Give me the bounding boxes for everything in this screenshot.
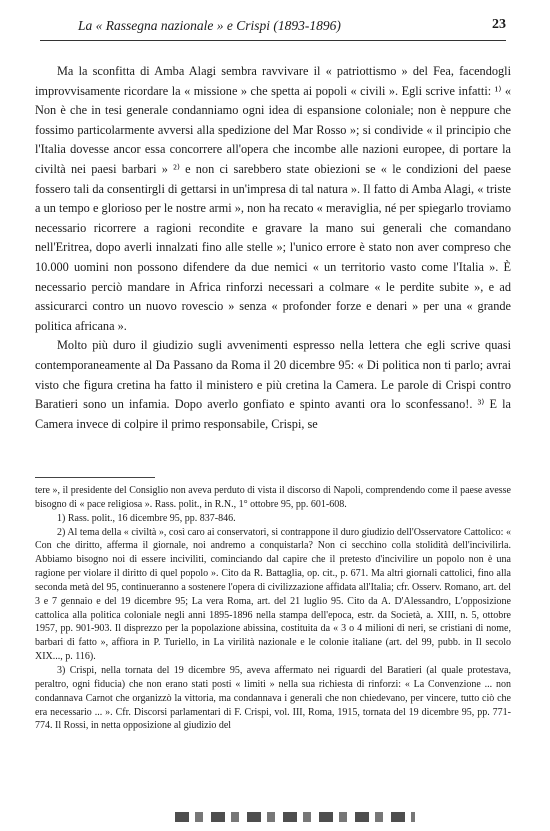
main-text — [35, 62, 511, 434]
cut-off-text-fragment — [175, 812, 415, 822]
footnote: 1) Rass. polit., 16 dicembre 95, pp. 837-846. — [57, 512, 236, 524]
running-header — [40, 14, 506, 41]
footnote: 2) Al tema della « civiltà », così caro ai conservatori, si contrappone il duro giudizio dell'Osservatore Cattolico: « Con che diritto, afferma il giornale, noi andremo a conquistarla? Non ci secchino colla stolidità dell'incivilirla. Abbiamo bisogno noi di essere inciviliti, cominciando dal capire che il pretesto d'incivilire un popolo non è una ragione per violare il diritto di quel popolo ». Cito da R. Battaglia, op. cit., p. 671. Ma altri giornali cattolici, fino alla seconda metà del 95, continueranno a sostenere l'opera di civilizzazione affidata all'Italia; cfr. Osserv. Romano, art. del 3 e 7 gennaio e del 19 dicembre 95; La vera Roma, art. del 21 luglio 95. Cito da A. D'Alessandro, L'opposizione cattolica alla politica coloniale negli anni 1895-1896 nella stampa dell'epoca, estr. da Società, a. XIII, n. 5, ottobre 1957, pp. 901-903. Il disprezzo per la popolazione abissina, costituita da « 3 o 4 milioni di neri, se cristiani di nome, barbari di fatto », affiora in P. Turiello, in La virilità nazionale e le colonie italiane (art. del 99, pubb. in Il secolo XIX..., p. 116). — [35, 526, 511, 663]
footnote: tere », il presidente del Consiglio non aveva perduto di vista il discorso di Napoli, comprendendo come il paese avesse bisogno di « pace religiosa ». Rass. polit., in R.N., 1° ottobre 95, pp. 601-608. — [35, 485, 511, 510]
paragraph: Ma la sconfitta di Amba Alagi sembra ravvivare il « patriottismo » del Fea, facendogli improvvisamente ricordare la « missione » che spetta ai popoli « civili ». Egli scrive infatti: ¹⁾ « Non è che in tesi generale condanniamo ogni idea di espansione coloniale; non è neppure che fossimo particolarmente avversi alla spedizione del Mar Rosso »; si condivide « il principio che l'Italia dovesse ancor essa concorrere all'opera che incombe alle nazioni europee, di portare la civiltà nei paesi barbari » ²⁾ e non ci sarebbero state obiezioni se « le condizioni del paese fossero tali da consentirgli di gettarsi in un'impresa di tal natura ». Il fatto di Amba Alagi, « triste a un tempo e glorioso per le nostre armi », non ha recato « meraviglia, né per spiegarlo troviamo necessario ricorrere a ragioni recondite e gravare la mano sui generali che comandano nell'Eritrea, dopo averli innalzati fino alle stelle »; l'unico errore è stato non aver compreso che 10.000 uomini non possono difendere da due nemici « un territorio vasto come l'Italia ». È necessario perciò mandare in Africa rinforzi necessari a colmare « le perdite subite », e ad assicurarci contro un nuovo rovescio » senza « profonder forze e denari » per una « grande politica africana ». — [35, 64, 511, 333]
footnote: 3) Crispi, nella tornata del 19 dicembre 95, aveva affermato nei riguardi del Baratieri (al quale protestava, peraltro, ogni fiducia) che non erano stati posti « limiti » nella sua richiesta di rinforzi: « La Convenzione ... non condannava Carnot che organizzò la vittoria, ma condannava i generali che non chiedevano, per vincere, tutto ciò che era necessario ... ». Cfr. Discorsi parlamentari di F. Crispi, vol. III, Roma, 1915, tornata del 19 dicembre 95, pp. 771-774. Il Rossi, in netta opposizione al giudizio del — [35, 664, 511, 732]
paragraph: Molto più duro il giudizio sugli avvenimenti espresso nella lettera che egli scrive quasi contemporaneamente al Da Passano da Roma il 20 dicembre 95: « Di politica non ti parlo; avrai visto che figura cretina ha fatto il ministero e più cretina la Camera. Le parole di Crispi contro Baratieri sono un infamia. Dopo averlo gonfiato e spinto avanti ora lo sconfessano!. ³⁾ E la Camera invece di colpire il primo responsabile, Crispi, se — [35, 338, 511, 431]
running-title: La « Rassegna nazionale » e Crispi (1893-1896) — [78, 18, 341, 33]
footnote-separator — [35, 477, 155, 478]
page-number: 23 — [492, 17, 506, 32]
footnotes — [35, 484, 511, 733]
